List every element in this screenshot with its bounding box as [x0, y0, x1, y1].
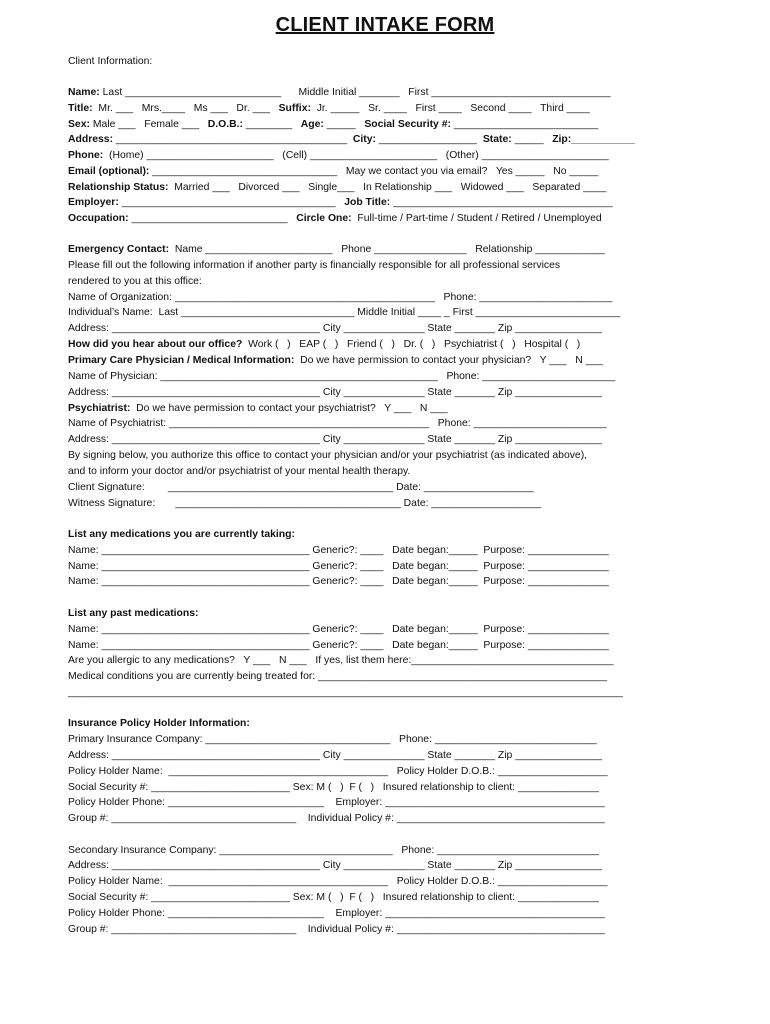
field-text: _____	[323, 119, 365, 130]
form-line	[68, 481, 534, 494]
field-text: Name of Psychiatrist: _____________________________________________ Phone: _______________________	[68, 418, 607, 429]
field-label: List any medications you are currently taking:	[68, 529, 295, 540]
form-line	[68, 607, 199, 620]
form-line	[68, 923, 605, 936]
form-line	[68, 781, 599, 794]
form-line	[68, 433, 602, 446]
field-text: By signing below, you authorize this office to contact your physician and/or your psychiatrist (as indicated above),	[68, 450, 588, 461]
field-label: Circle One:	[296, 213, 352, 224]
form-line	[68, 812, 605, 825]
field-text: Do we have permission to contact your physician? Y ___ N ___	[294, 355, 603, 366]
field-text: Jr. _____ Sr. ____ First ____ Second ____ Third ____	[310, 103, 590, 114]
form-line	[68, 212, 602, 225]
field-text: ________________________________________________________________________________________________	[68, 687, 623, 698]
form-line	[68, 765, 608, 778]
field-text: _____	[511, 134, 553, 145]
field-text: Last ___________________________ Middle Initial _______ First _______________________________	[99, 87, 611, 98]
field-text: Policy Holder Name: ______________________________________ Policy Holder D.O.B.: ___________________	[68, 876, 608, 887]
field-label: Phone:	[68, 150, 104, 161]
field-label: Employer:	[68, 197, 119, 208]
field-text: Policy Holder Name: ______________________________________ Policy Holder D.O.B.: ___________________	[68, 766, 608, 777]
field-label: Emergency Contact:	[68, 244, 170, 255]
field-text: Witness Signature: _______________________________________ Date: ___________________	[68, 498, 542, 509]
field-text: Please fill out the following information if another party is financially responsible for all professional services	[68, 260, 561, 271]
form-line	[68, 560, 609, 573]
form-line	[68, 165, 598, 178]
form-line	[68, 386, 602, 399]
field-text: Address: ____________________________________ City ______________ State _______ Zip _______________	[68, 387, 602, 398]
field-text: Name of Organization: _____________________________________________ Phone: _______________________	[68, 292, 613, 303]
field-label: List any past medications:	[68, 608, 199, 619]
form-line	[68, 717, 250, 730]
field-label: Age:	[300, 119, 324, 130]
field-text: and to inform your doctor and/or psychiatrist of your mental health therapy.	[68, 466, 411, 477]
field-text: Address: ____________________________________ City ______________ State _______ Zip _______________	[68, 323, 602, 334]
field-label: Occupation:	[68, 213, 129, 224]
field-text: Name: ____________________________________ Generic?: ____ Date began:_____ Purpose: ______________	[68, 640, 609, 651]
field-text: Name: ____________________________________ Generic?: ____ Date began:_____ Purpose: ______________	[68, 545, 609, 556]
field-text: Name: ____________________________________ Generic?: ____ Date began:_____ Purpose: ______________	[68, 561, 609, 572]
field-text: Group #: ________________________________ Individual Policy #: ____________________________________	[68, 924, 605, 935]
field-text: Mr. ___ Mrs.____ Ms ___ Dr. ___	[92, 103, 279, 114]
field-label: Primary Care Physician / Medical Information:	[68, 355, 295, 366]
form-line	[68, 196, 613, 209]
field-text: Individual’s Name: Last ______________________________ Middle Initial ____ _ First _________________________	[68, 307, 621, 318]
field-label: State:	[482, 134, 512, 145]
field-label: Insurance Policy Holder Information:	[68, 718, 250, 729]
field-text: Do we have permission to contact your psychiatrist? Y ___ N ___	[130, 403, 448, 414]
form-line	[68, 55, 152, 68]
field-text: ________________________________________	[113, 134, 353, 145]
form-line	[68, 102, 590, 115]
form-line	[68, 370, 615, 383]
form-line	[68, 322, 602, 335]
field-text: Client Information:	[68, 56, 153, 67]
field-text: rendered to you at this office:	[68, 276, 202, 287]
field-label: Email (optional):	[68, 166, 150, 177]
field-text: Address: ____________________________________ City ______________ State _______ Zip _______________	[68, 750, 602, 761]
field-label: Social Security #:	[364, 119, 451, 130]
form-line	[68, 338, 580, 351]
form-line	[68, 275, 202, 288]
field-label: Zip:___________	[552, 134, 635, 145]
form-line	[68, 844, 599, 857]
form-line	[68, 544, 609, 557]
field-label: Job Title:	[344, 197, 391, 208]
form-line	[68, 575, 609, 588]
field-label: City:	[352, 134, 376, 145]
form-line	[68, 670, 607, 683]
field-text: ________	[243, 119, 301, 130]
field-text: Married ___ Divorced ___ Single___ In Relationship ___ Widowed ___ Separated ____	[168, 182, 607, 193]
form-line	[68, 891, 599, 904]
field-label: D.O.B.:	[207, 119, 243, 130]
field-text: Name: ____________________________________ Generic?: ____ Date began:_____ Purpose: ______________	[68, 576, 609, 587]
field-text: ________________________________ May we contact you via email? Yes _____ No _____	[149, 166, 599, 177]
field-text: Secondary Insurance Company: ______________________________ Phone: ____________________________	[68, 845, 599, 856]
form-line	[68, 528, 295, 541]
field-text: Group #: ________________________________ Individual Policy #: ____________________________________	[68, 813, 605, 824]
form-line	[68, 133, 635, 146]
field-label: Title:	[68, 103, 93, 114]
form-line	[68, 417, 607, 430]
field-label: Name:	[68, 87, 100, 98]
field-label: Relationship Status:	[68, 182, 169, 193]
form-line	[68, 306, 620, 319]
field-text: Policy Holder Phone: ___________________________ Employer: ______________________________________	[68, 908, 605, 919]
form-line	[68, 859, 602, 872]
form-line	[68, 259, 560, 272]
field-label: Suffix:	[278, 103, 311, 114]
form-line	[68, 639, 609, 652]
field-text: Social Security #: ________________________ Sex: M ( ) F ( ) Insured relationship to client: ______________	[68, 892, 599, 903]
form-line	[68, 149, 609, 162]
field-label: Psychiatrist:	[68, 403, 131, 414]
field-text: _________________	[375, 134, 483, 145]
form-line	[68, 291, 612, 304]
field-text: Social Security #: ________________________ Sex: M ( ) F ( ) Insured relationship to client: ______________	[68, 782, 599, 793]
form-line	[68, 354, 603, 367]
field-text: _________________________	[450, 119, 599, 130]
field-label: Sex:	[68, 119, 90, 130]
form-line	[68, 243, 605, 256]
field-text: ___________________________	[128, 213, 297, 224]
form-line	[68, 86, 611, 99]
field-text: (Home) ______________________ (Cell) ______________________ (Other) ______________________	[103, 150, 609, 161]
field-label: Address:	[68, 134, 114, 145]
form-line	[68, 796, 605, 809]
field-text: Full-time / Part-time / Student / Retired / Unemployed	[351, 213, 602, 224]
form-line	[68, 749, 602, 762]
field-text: Name of Physician: ________________________________________________ Phone: _______________________	[68, 371, 616, 382]
field-text: Primary Insurance Company: ________________________________ Phone: ____________________________	[68, 734, 597, 745]
form-line	[68, 465, 410, 478]
field-text: _____________________________________	[118, 197, 345, 208]
field-text: Client Signature: _______________________________________ Date: ___________________	[68, 482, 534, 493]
field-text: ______________________________________	[390, 197, 613, 208]
form-line	[68, 907, 605, 920]
form-line	[68, 875, 608, 888]
field-text: Address: ____________________________________ City ______________ State _______ Zip _______________	[68, 434, 602, 445]
field-text: Are you allergic to any medications? Y ___ N ___ If yes, list them here:___________________________________	[68, 655, 614, 666]
field-text: Work ( ) EAP ( ) Friend ( ) Dr. ( ) Psychiatrist ( ) Hospital ( )	[242, 339, 581, 350]
form-line	[68, 181, 606, 194]
form-line	[68, 449, 587, 462]
form-line	[68, 402, 448, 415]
field-text: Name: ____________________________________ Generic?: ____ Date began:_____ Purpose: ______________	[68, 624, 609, 635]
form-line	[68, 118, 598, 131]
field-text: Male ___ Female ___	[89, 119, 208, 130]
form-line	[68, 623, 609, 636]
field-text: Policy Holder Phone: ___________________________ Employer: ______________________________________	[68, 797, 605, 808]
field-label: How did you hear about our office?	[68, 339, 243, 350]
form-line	[68, 733, 597, 746]
form-line	[68, 686, 623, 699]
form-title: CLIENT INTAKE FORM	[275, 14, 495, 36]
form-line	[68, 654, 614, 667]
field-text: Name ______________________ Phone ________________ Relationship ____________	[169, 244, 605, 255]
field-text: Address: ____________________________________ City ______________ State _______ Zip _______________	[68, 860, 602, 871]
form-line	[68, 497, 541, 510]
field-text: Medical conditions you are currently being treated for: __________________________________________________	[68, 671, 608, 682]
